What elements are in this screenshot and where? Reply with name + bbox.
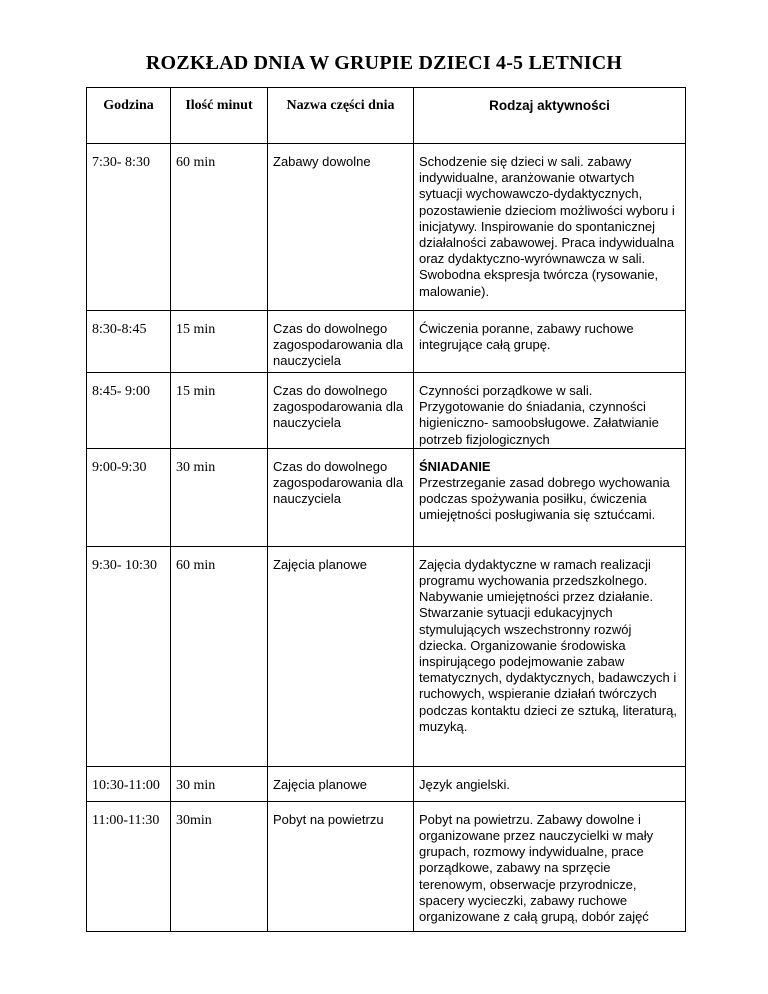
table-row [87, 801, 686, 931]
header-activity: Rodzaj aktywności [414, 88, 686, 144]
document-title: ROZKŁAD DNIA W GRUPIE DZIECI 4-5 LETNICH [145, 52, 623, 74]
header-day-part: Nazwa części dnia [268, 88, 414, 144]
cell-day-part: Zajęcia planowe [268, 766, 414, 801]
cell-time: 11:00-11:30 [87, 801, 171, 931]
cell-day-part: Zabawy dowolne [268, 144, 414, 311]
schedule-table [86, 87, 686, 932]
cell-activity: Czynności porządkowe w sali. Przygotowanie do śniadania, czynności higieniczno- samoobsługowe. Załatwianie potrzeb fizjologicznych [414, 373, 686, 449]
table-header-row [87, 88, 686, 144]
table-row [87, 546, 686, 766]
cell-minutes: 30 min [171, 766, 268, 801]
cell-activity: Zajęcia dydaktyczne w ramach realizacji programu wychowania przedszkolnego. Nabywanie umiejętności przez działanie. Stwarzanie sytuacji edukacyjnych stymulujących wszechstronny rozwój dziecka. Organizowanie środowiska inspirującego podejmowanie zabaw tematycznych, dydaktycznych, badawczych i ruchowych, wspieranie działań twórczych podczas kontaktu dzieci ze sztuką, literaturą, muzyką. [414, 546, 686, 766]
cell-time: 9:30- 10:30 [87, 546, 171, 766]
cell-time: 8:45- 9:00 [87, 373, 171, 449]
cell-day-part: Czas do dowolnego zagospodarowania dla nauczyciela [268, 373, 414, 449]
activity-text: Przestrzeganie zasad dobrego wychowania podczas spożywania posiłku, ćwiczenia umiejętności posługiwania się sztućcami. [419, 475, 670, 523]
cell-minutes: 30 min [171, 448, 268, 546]
cell-time: 7:30- 8:30 [87, 144, 171, 311]
cell-time: 9:00-9:30 [87, 448, 171, 546]
cell-minutes: 15 min [171, 311, 268, 373]
cell-day-part: Czas do dowolnego zagospodarowania dla nauczyciela [268, 311, 414, 373]
header-minutes: Ilość minut [171, 88, 268, 144]
table-row [87, 144, 686, 311]
cell-minutes: 15 min [171, 373, 268, 449]
cell-day-part: Zajęcia planowe [268, 546, 414, 766]
cell-activity: Schodzenie się dzieci w sali. zabawy indywidualne, aranżowanie otwartych sytuacji wychowawczo-dydaktycznych, pozostawienie dzieciom możliwości wyboru i inicjatywy. Inspirowanie do spontanicznej działalności zabawowej. Praca indywidualna oraz dydaktyczno-wyrównawcza w sali. Swobodna ekspresja twórcza (rysowanie, malowanie). [414, 144, 686, 311]
meal-heading: ŚNIADANIE [419, 458, 491, 474]
cell-minutes: 60 min [171, 144, 268, 311]
table-row [87, 448, 686, 546]
cell-activity: Ćwiczenia poranne, zabawy ruchowe integrujące całą grupę. [414, 311, 686, 373]
header-hour: Godzina [87, 88, 171, 144]
cell-activity [414, 448, 686, 546]
table-row [87, 766, 686, 801]
cell-minutes: 60 min [171, 546, 268, 766]
cell-time: 8:30-8:45 [87, 311, 171, 373]
cell-day-part: Pobyt na powietrzu [268, 801, 414, 931]
cell-activity: Pobyt na powietrzu. Zabawy dowolne i organizowane przez nauczycielki w mały grupach, rozmowy indywidualne, prace porządkowe, zabawy na sprzęcie terenowym, obserwacje przyrodnicze, spacery wycieczki, zabawy ruchowe organizowane z całą grupą, dobór zajęć [414, 801, 686, 931]
table-row [87, 373, 686, 449]
cell-time: 10:30-11:00 [87, 766, 171, 801]
cell-activity: Język angielski. [414, 766, 686, 801]
cell-day-part: Czas do dowolnego zagospodarowania dla nauczyciela [268, 448, 414, 546]
table-row [87, 311, 686, 373]
cell-minutes: 30min [171, 801, 268, 931]
